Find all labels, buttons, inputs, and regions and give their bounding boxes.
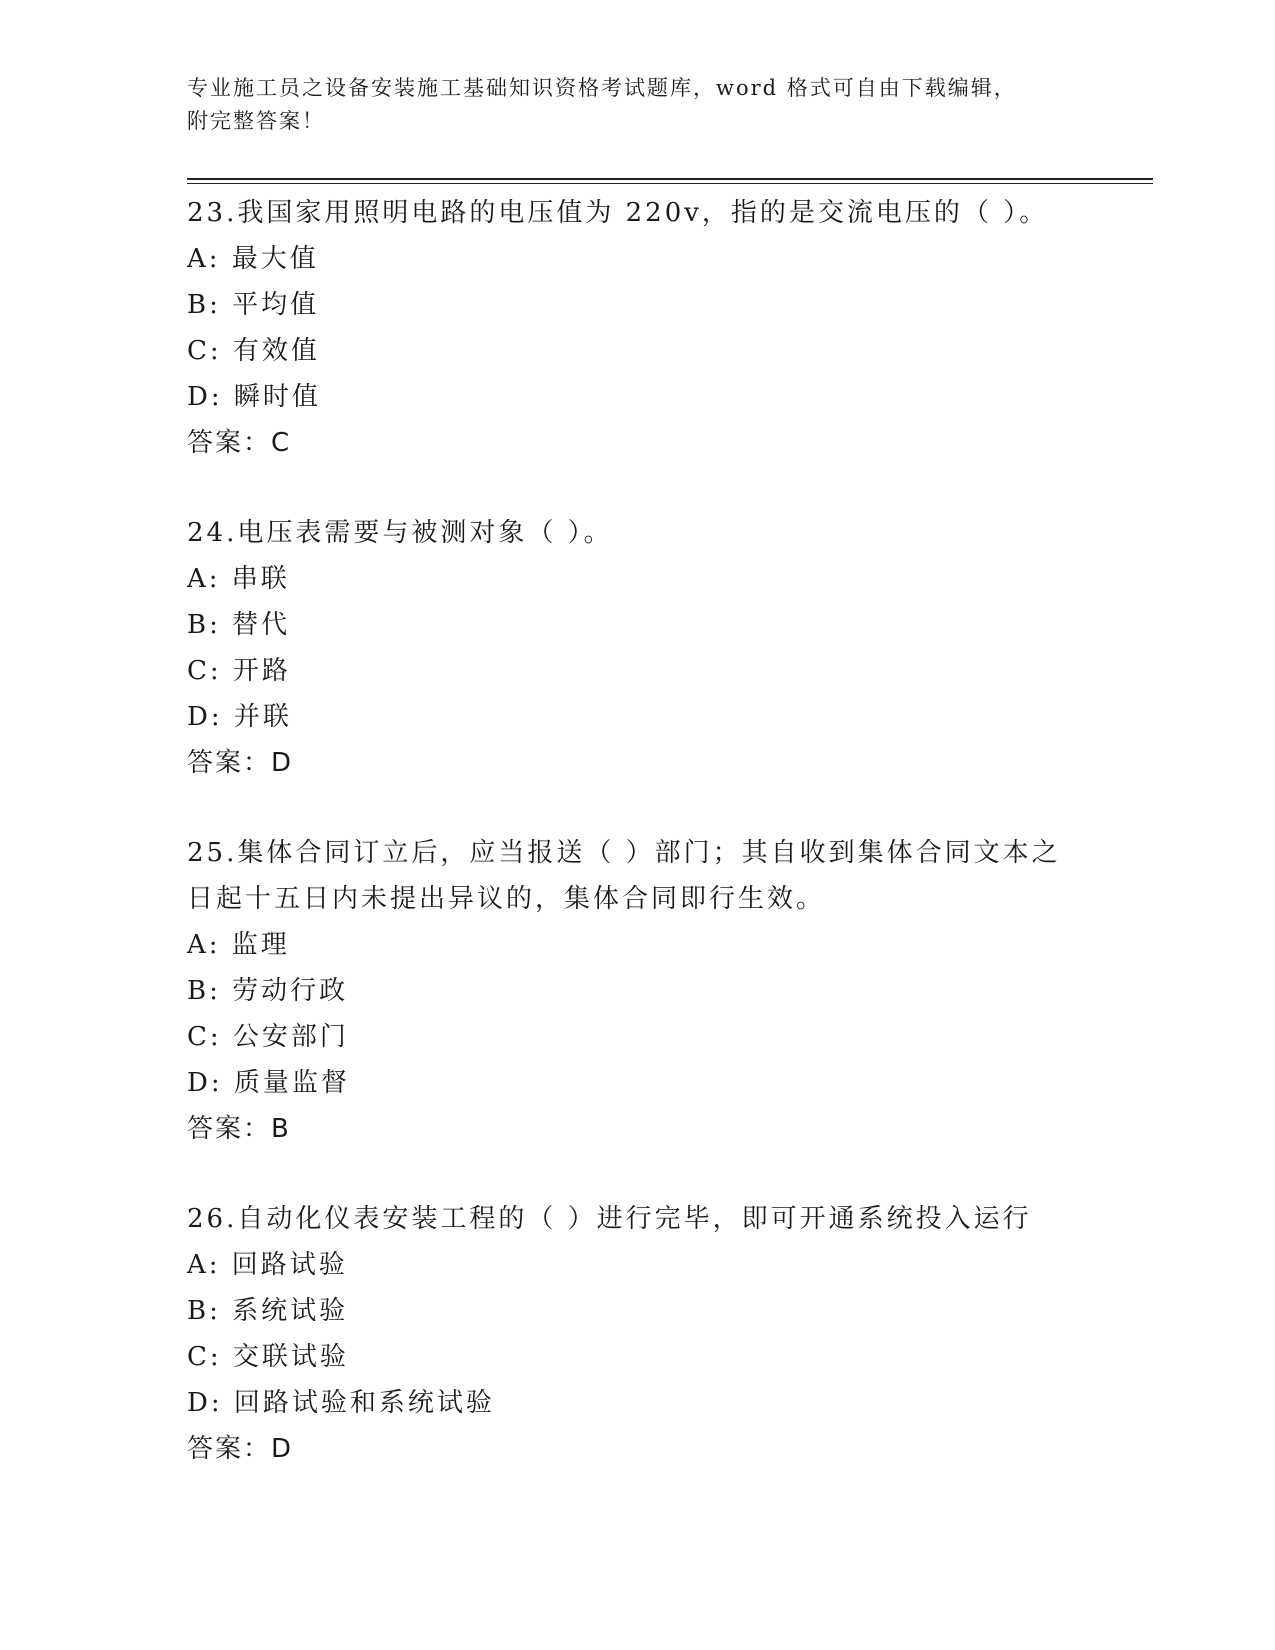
question-25 bbox=[187, 830, 1087, 1152]
option-b: B: 系统试验 bbox=[187, 1296, 349, 1326]
option-b: B: 劳动行政 bbox=[187, 976, 349, 1006]
option-c: C: 交联试验 bbox=[187, 1342, 349, 1372]
question-spacer bbox=[187, 466, 1087, 510]
header-line-2: 附完整答案！ bbox=[187, 109, 325, 133]
option-d: D: 质量监督 bbox=[187, 1068, 350, 1098]
question-stem bbox=[187, 510, 1087, 556]
question-stem bbox=[187, 190, 1087, 236]
question-stem bbox=[187, 830, 1087, 922]
option-c: C: 有效值 bbox=[187, 336, 320, 366]
question-spacer bbox=[187, 1152, 1087, 1196]
question-stem-line: 23.我国家用照明电路的电压值为 220v，指的是交流电压的（ ）。 bbox=[187, 198, 1049, 228]
option-c: C: 公安部门 bbox=[187, 1022, 349, 1052]
option-c: C: 开路 bbox=[187, 656, 291, 686]
question-stem-line: 26.自动化仪表安装工程的（ ）进行完毕，即可开通系统投入运行 bbox=[187, 1204, 1032, 1234]
option-d: D: 瞬时值 bbox=[187, 382, 321, 412]
option-a: A: 回路试验 bbox=[187, 1250, 348, 1280]
option-b: B: 平均值 bbox=[187, 290, 320, 320]
question-26 bbox=[187, 1196, 1087, 1472]
answer-line: 答案：D bbox=[187, 1434, 294, 1464]
question-stem-line: 25.集体合同订立后，应当报送（ ）部门；其自收到集体合同文本之 bbox=[187, 838, 1061, 868]
question-24 bbox=[187, 510, 1087, 786]
answer-line: 答案：D bbox=[187, 748, 294, 778]
header-line-1: 专业施工员之设备安装施工基础知识资格考试题库，word 格式可自由下载编辑， bbox=[187, 76, 1017, 100]
option-b: B: 替代 bbox=[187, 610, 291, 640]
header-divider-thin bbox=[187, 183, 1153, 184]
option-d: D: 回路试验和系统试验 bbox=[187, 1388, 495, 1418]
question-stem-line: 日起十五日内未提出异议的，集体合同即行生效。 bbox=[187, 884, 826, 914]
question-list bbox=[187, 190, 1087, 1472]
question-stem-line: 24.电压表需要与被测对象（ ）。 bbox=[187, 518, 613, 548]
option-d: D: 并联 bbox=[187, 702, 292, 732]
question-23 bbox=[187, 190, 1087, 466]
option-a: A: 监理 bbox=[187, 930, 290, 960]
answer-line: 答案：C bbox=[187, 428, 292, 458]
option-a: A: 串联 bbox=[187, 564, 290, 594]
question-stem bbox=[187, 1196, 1087, 1242]
question-spacer bbox=[187, 786, 1087, 830]
document-header bbox=[187, 72, 1087, 138]
answer-line: 答案：B bbox=[187, 1114, 291, 1144]
option-a: A: 最大值 bbox=[187, 244, 319, 274]
header-divider-thick bbox=[187, 178, 1153, 180]
